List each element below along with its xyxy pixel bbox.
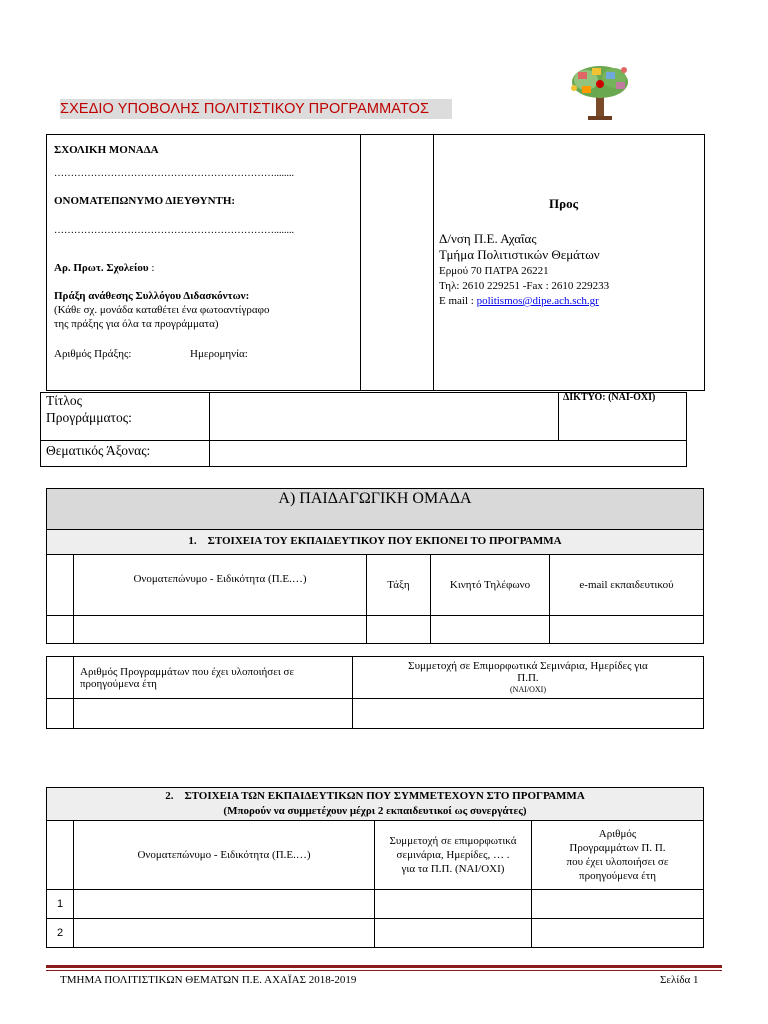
participant-2-name-field[interactable] xyxy=(74,919,375,948)
teacher-table xyxy=(46,554,704,644)
experience-table xyxy=(46,656,704,729)
email-label: E mail : xyxy=(439,295,477,307)
participant-2-seminars-field[interactable] xyxy=(375,919,532,948)
footer-text: ΤΜΗΜΑ ΠΟΛΙΤΙΣΤΙΚΩΝ ΘΕΜΑΤΩΝ Π.Ε. ΑΧΑΪΑΣ 2018-2019 xyxy=(60,974,357,986)
participant-1-seminars-field[interactable] xyxy=(375,890,532,919)
director-field[interactable]: …………………………………………………………........ xyxy=(54,225,294,236)
col-prev-line1: Αριθμός xyxy=(598,828,637,840)
participants-col-seminars xyxy=(375,821,532,890)
act-note-line2: της πράξης για όλα τα προγράμματα) xyxy=(54,318,219,330)
participant-2-prev-field[interactable] xyxy=(532,919,704,948)
protocol-colon: : xyxy=(148,262,155,274)
page-number: Σελίδα 1 xyxy=(660,974,699,986)
recipient-phone: Τηλ: 2610 229251 -Fax : 2610 229233 xyxy=(439,280,610,292)
section-a-title: Α) ΠΑΙΔΑΓΩΓΙΚΗ ΟΜΑΔΑ xyxy=(278,490,472,507)
participants-header-blank xyxy=(47,821,74,890)
tree-logo-icon xyxy=(566,62,634,122)
axis-label: Θεματικός Άξονας: xyxy=(46,443,151,458)
program-title-field[interactable] xyxy=(209,392,559,441)
teacher-email-field[interactable] xyxy=(550,616,704,644)
recipient-line1: Δ/νση Π.Ε. Αχαΐας xyxy=(439,231,537,246)
teacher-name-field[interactable] xyxy=(74,616,367,644)
col-seminars-line1: Συμμετοχή σε επιμορφωτικά xyxy=(389,835,517,847)
email-link[interactable]: politismos@dipe.ach.sch.gr xyxy=(476,295,599,307)
footer-divider-thin xyxy=(46,970,722,971)
teacher-mobile-field[interactable] xyxy=(431,616,550,644)
col-prev-line4: προηγούμενα έτη xyxy=(579,870,656,882)
teacher-col-email: e-mail εκπαιδευτικού xyxy=(550,555,704,616)
section-2-note: (Μπορούν να συμμετέχουν μέχρι 2 εκπαιδευτικοί ως συνεργάτες) xyxy=(223,805,527,817)
program-title-label-2: Προγράμματος: xyxy=(46,410,132,425)
participant-1-prev-field[interactable] xyxy=(532,890,704,919)
section-2-number: 2. xyxy=(165,790,174,802)
sub1-number: 1. xyxy=(188,535,197,547)
teacher-header-blank xyxy=(47,555,74,616)
col-prev-line3: που έχει υλοποιήσει σε xyxy=(566,856,669,868)
participants-col-name: Ονοματεπώνυμο - Ειδικότητα (Π.Ε.…) xyxy=(74,821,375,890)
seminars-label xyxy=(353,657,704,699)
seminars-field[interactable] xyxy=(353,699,704,729)
col-seminars-line3: για τα Π.Π. (ΝΑΙ/ΟΧΙ) xyxy=(401,863,505,875)
teacher-class-field[interactable] xyxy=(367,616,431,644)
experience-row-num xyxy=(47,699,74,729)
col-prev-line2: Προγραμμάτων Π. Π. xyxy=(569,842,666,854)
section-2-title-row xyxy=(46,789,704,803)
col-seminars-line2: σεμινάρια, Ημερίδες, … . xyxy=(396,849,510,861)
protocol-label: Αρ. Πρωτ. Σχολείου xyxy=(54,262,149,274)
document-title: ΣΧΕΔΙΟ ΥΠΟΒΟΛΗΣ ΠΟΛΙΤΙΣΤΙΚΟΥ ΠΡΟΓΡΑΜΜΑΤΟΣ xyxy=(60,99,452,119)
participant-1-name-field[interactable] xyxy=(74,890,375,919)
experience-header-blank xyxy=(47,657,74,699)
teacher-col-name-text: Ονοματεπώνυμο - Ειδικότητα (Π.Ε.…) xyxy=(133,573,307,585)
act-label: Πράξη ανάθεσης Συλλόγου Διδασκόντων: xyxy=(54,290,250,302)
seminars-line2: Π.Π. xyxy=(517,671,539,684)
recipient-email-row xyxy=(439,294,599,308)
teacher-col-mobile: Κινητό Τηλέφωνο xyxy=(431,555,550,616)
school-unit-field[interactable]: …………………………………………………………........ xyxy=(54,168,294,179)
participants-col-prev xyxy=(532,821,704,890)
prev-programs-field[interactable] xyxy=(74,699,353,729)
participant-row-number: 1 xyxy=(47,890,74,919)
spacer-box xyxy=(360,134,434,391)
section-a-sub1 xyxy=(46,535,704,547)
prev-programs-label: Αριθμός Προγραμμάτων που έχει υλοποιήσει σε προηγούμενα έτη xyxy=(74,657,353,699)
date-label: Ημερομηνία: xyxy=(190,348,248,360)
school-unit-label: ΣΧΟΛΙΚΗ ΜΟΝΑΔΑ xyxy=(54,144,159,156)
recipient-line2: Τμήμα Πολιτιστικών Θεμάτων xyxy=(439,247,600,262)
participant-row-number: 2 xyxy=(47,919,74,948)
sub1-title: ΣΤΟΙΧΕΙΑ ΤΟΥ ΕΚΠΑΙΔΕΥΤΙΚΟΥ ΠΟΥ ΕΚΠΟΝΕΙ ΤΟ ΠΡΟΓΡΑΜΜΑ xyxy=(207,535,562,547)
teacher-col-name xyxy=(74,555,367,616)
network-label: ΔΙΚΤΥΟ: (ΝΑΙ-ΟΧΙ) xyxy=(563,392,656,403)
seminars-line3: (ΝΑΙ/ΟΧΙ) xyxy=(510,684,546,694)
director-label: ΟΝΟΜΑΤΕΠΩΝΥΜΟ ΔΙΕΥΘΥΝΤΗ: xyxy=(54,195,236,207)
seminars-line1: Συμμετοχή σε Επιμορφωτικά Σεμινάρια, Ημερίδες για xyxy=(408,659,648,672)
section-2-title: ΣΤΟΙΧΕΙΑ ΤΩΝ ΕΚΠΑΙΔΕΥΤΙΚΩΝ ΠΟΥ ΣΥΜΜΕΤΕΧΟΥΝ ΣΤΟ ΠΡΟΓΡΑΜΜΑ xyxy=(184,790,585,802)
footer-divider xyxy=(46,965,722,968)
axis-field[interactable] xyxy=(209,440,687,467)
to-label: Προς xyxy=(549,196,579,211)
protocol-row xyxy=(54,261,154,275)
act-note-line1: (Κάθε σχ. μονάδα καταθέτει ένα φωτοαντίγραφο xyxy=(54,304,270,316)
participants-table xyxy=(46,820,704,948)
program-title-label-1: Τίτλος xyxy=(46,393,82,408)
teacher-row-num xyxy=(47,616,74,644)
teacher-col-class: Τάξη xyxy=(367,555,431,616)
act-number-label: Αριθμός Πράξης: xyxy=(54,348,132,360)
recipient-address: Ερμού 70 ΠΑΤΡΑ 26221 xyxy=(439,265,549,277)
